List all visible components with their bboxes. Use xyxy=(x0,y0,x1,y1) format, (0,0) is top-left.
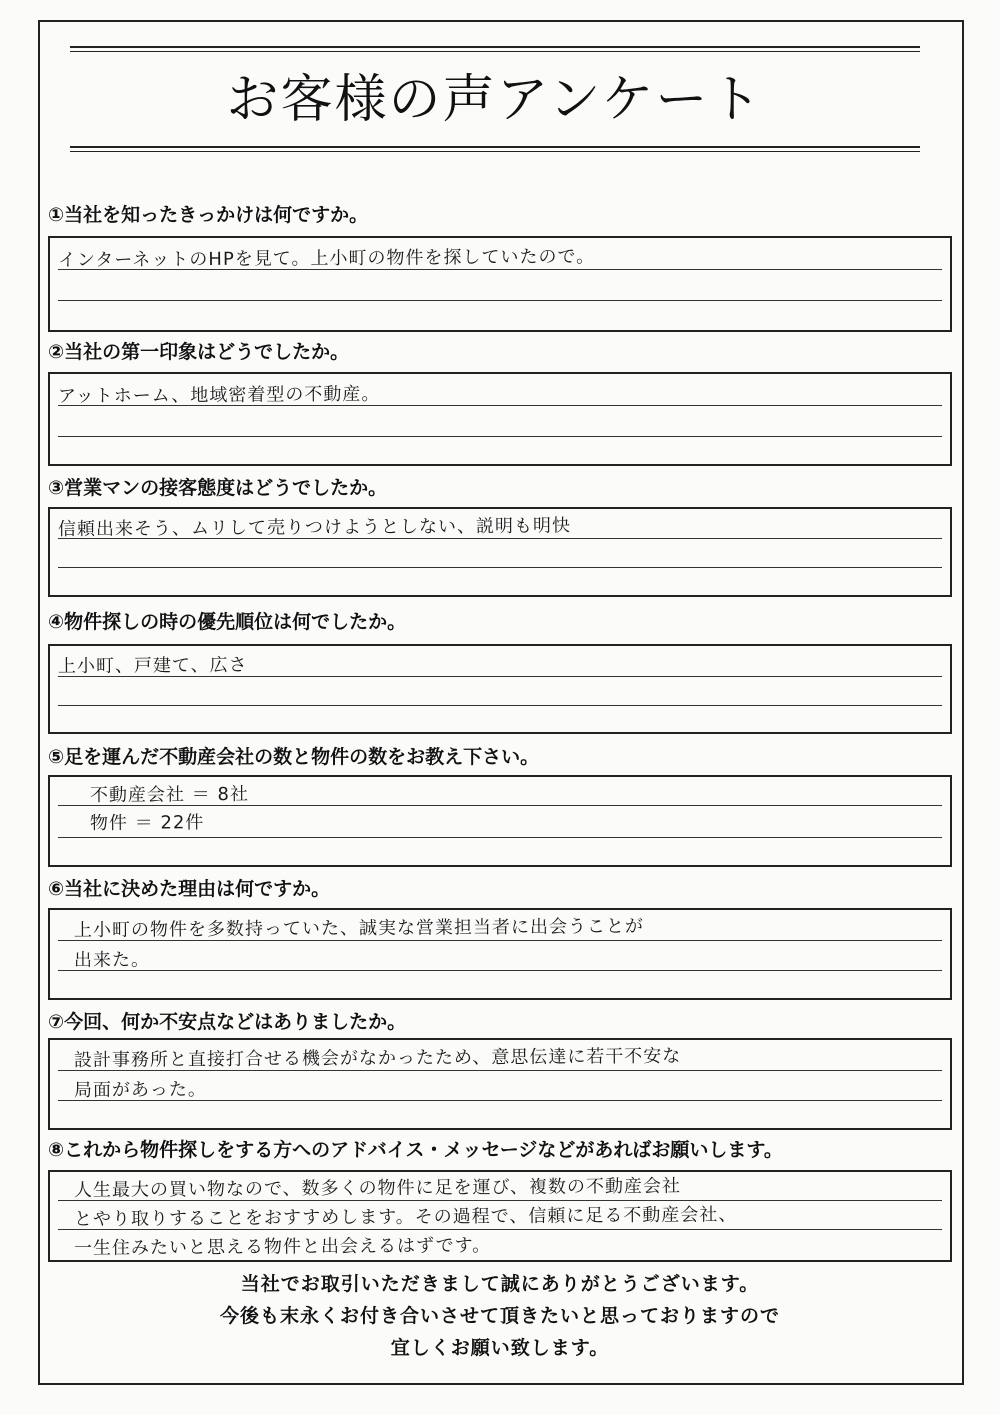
question-4-label: ④物件探しの時の優先順位は何でしたか。 xyxy=(48,611,407,633)
question-8-label: ⑧これから物件探しをする方へのアドバイス・メッセージなどがあればお願いします。 xyxy=(48,1139,783,1161)
answer-6-line-1: 上小町の物件を多数持っていた、誠実な営業担当者に出会うことが xyxy=(73,916,645,941)
question-2-label: ②当社の第一印象はどうでしたか。 xyxy=(48,341,350,363)
answer-box-2 xyxy=(48,372,952,466)
answer-box-6 xyxy=(48,908,952,1000)
closing-line-1: 当社でお取引いただきまして誠にありがとうございます。 xyxy=(240,1273,760,1295)
answer-8-line-2: とやり取りすることをおすすめします。その過程で、信頼に足る不動産会社、 xyxy=(73,1204,738,1230)
question-5-label: ⑤足を運んだ不動産会社の数と物件の数をお教え下さい。 xyxy=(48,746,540,768)
answer-8-line-1: 人生最大の買い物なので、数多くの物件に足を運び、複数の不動産会社 xyxy=(73,1175,681,1201)
question-3-label: ③営業マンの接客態度はどうでしたか。 xyxy=(48,477,388,499)
answer-box-5 xyxy=(48,775,952,867)
answer-box-3 xyxy=(48,507,952,597)
answer-2-line-1: アットホーム、地域密着型の不動産。 xyxy=(57,383,381,407)
answer-7-line-1: 設計事務所と直接打合せる機会がなかったため、意思伝達に若干不安な xyxy=(73,1045,682,1071)
answer-5-line-2: 物件 ＝ 22件 xyxy=(89,812,205,834)
answer-box-1 xyxy=(48,236,952,332)
question-1-label: ①当社を知ったきっかけは何ですか。 xyxy=(48,204,369,226)
title-rule-bottom-thin xyxy=(70,151,920,152)
answer-6-line-2: 出来た。 xyxy=(73,949,151,971)
page-title: お客様の声アンケート xyxy=(226,70,764,130)
closing-line-2: 今後も末永くお付き合いさせて頂きたいと思っておりますので xyxy=(219,1305,780,1327)
closing-message xyxy=(40,1268,960,1364)
title-rule-bottom xyxy=(70,146,920,148)
answer-box-4 xyxy=(48,644,952,734)
answer-8-line-3: 一生住みたいと思える物件と出会えるはずです。 xyxy=(73,1235,492,1259)
question-6-label: ⑥当社に決めた理由は何ですか。 xyxy=(48,878,331,900)
title-rule-top xyxy=(70,46,920,48)
answer-5-line-1: 不動産会社 ＝ 8社 xyxy=(89,783,249,806)
answer-box-8 xyxy=(48,1170,952,1262)
closing-line-3: 宜しくお願い致します。 xyxy=(390,1337,610,1359)
title-rule-top-thin xyxy=(70,51,920,52)
answer-7-line-2: 局面があった。 xyxy=(73,1079,207,1101)
answer-box-7 xyxy=(48,1038,952,1130)
answer-4-line-1: 上小町、戸建て、広さ xyxy=(57,654,248,677)
question-7-label: ⑦今回、何か不安点などはありましたか。 xyxy=(48,1011,407,1033)
answer-3-line-1: 信頼出来そう、ムリして売りつけようとしない、説明も明快 xyxy=(57,515,572,540)
answer-1-line-1: インターネットのHPを見て。上小町の物件を探していたので。 xyxy=(57,246,596,271)
